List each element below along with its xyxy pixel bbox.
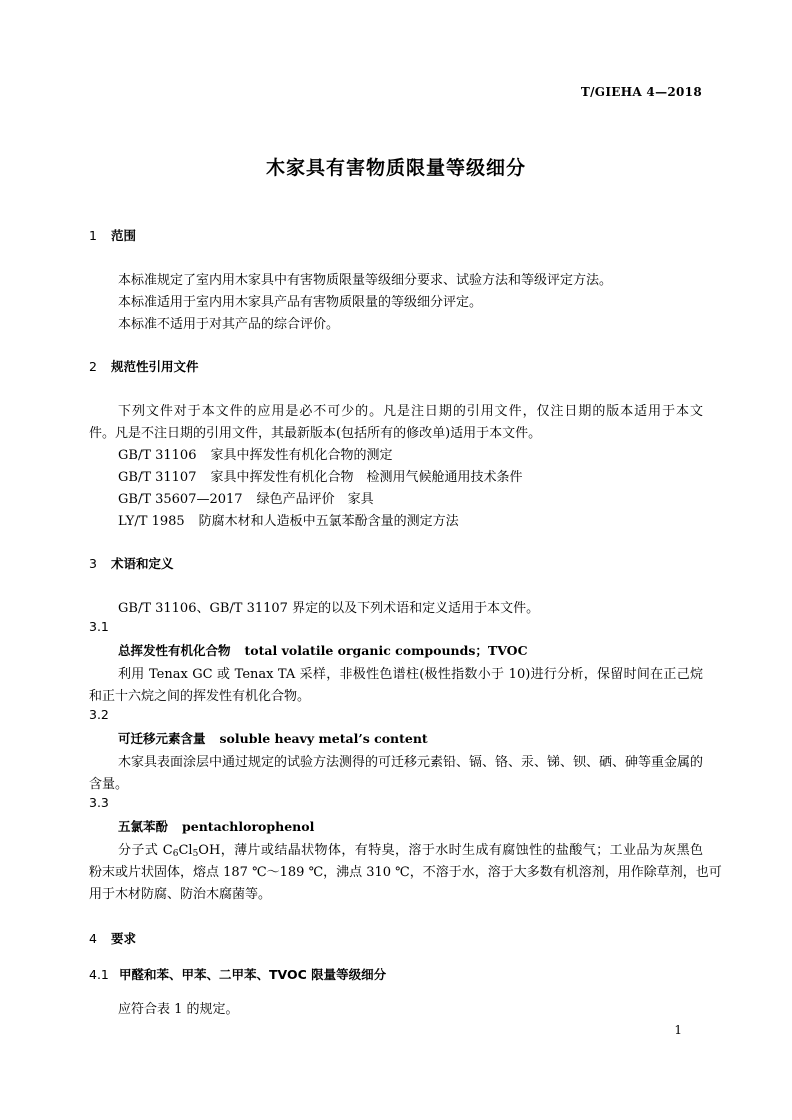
paragraph: 本标准适用于室内用木家具产品有害物质限量的等级细分评定。 — [118, 295, 483, 310]
term-number: 3.2 — [89, 707, 109, 722]
definition-line: 利用 Tenax GC 或 Tenax TA 采样，非极性色谱柱(极性指数小于 10)进行分析，保留时间在正己烷 — [118, 667, 703, 682]
section-title: 范围 — [111, 228, 137, 243]
subsection-number: 4.1 — [89, 967, 109, 982]
definition-line: 木家具表面涂层中通过规定的试验方法测得的可迁移元素铅、镉、铬、汞、锑、钡、硒、砷等重金属的 — [118, 755, 704, 770]
reference-code: GB/T 31106 — [118, 448, 197, 463]
term-heading — [118, 729, 428, 747]
term-en: total volatile organic compounds；TVOC — [244, 643, 528, 658]
term-number: 3.1 — [89, 619, 109, 634]
section-title: 要求 — [111, 931, 137, 946]
reference-code: GB/T 35607—2017 — [118, 492, 243, 507]
reference-item — [118, 466, 523, 485]
paragraph-line: 件。凡是不注日期的引用文件，其最新版本(包括所有的修改单)适用于本文件。 — [89, 426, 542, 441]
page-number: 1 — [674, 1023, 682, 1037]
term-en: pentachlorophenol — [182, 819, 315, 834]
section-1-heading — [89, 226, 136, 244]
section-title: 规范性引用文件 — [111, 359, 199, 374]
reference-name: 防腐木材和人造板中五氯苯酚含量的测定方法 — [198, 514, 459, 529]
section-title: 术语和定义 — [111, 556, 174, 571]
term-zh: 总挥发性有机化合物 — [118, 643, 231, 658]
page-title: 木家具有害物质限量等级细分 — [265, 157, 526, 179]
section-number: 4 — [89, 931, 97, 946]
paragraph-line: 下列文件对于本文件的应用是必不可少的。凡是注日期的引用文件，仅注日期的版本适用于本文 — [118, 404, 703, 419]
term-zh: 可迁移元素含量 — [118, 731, 206, 746]
term-en: soluble heavy metal’s content — [219, 731, 428, 746]
reference-name: 家具中挥发性有机化合物的测定 — [210, 448, 393, 463]
term-number: 3.3 — [89, 795, 109, 810]
subsection-title: 甲醛和苯、甲苯、二甲苯、TVOC 限量等级细分 — [119, 967, 387, 982]
section-number: 2 — [89, 359, 97, 374]
reference-item — [118, 444, 393, 463]
reference-item — [118, 510, 459, 529]
subsection-4-1-heading — [89, 965, 386, 983]
reference-name: 绿色产品评价 家具 — [256, 492, 374, 507]
paragraph: GB/T 31106、GB/T 31107 界定的以及下列术语和定义适用于本文件。 — [118, 601, 540, 616]
section-number: 3 — [89, 556, 97, 571]
reference-name: 家具中挥发性有机化合物 检测用气候舱通用技术条件 — [210, 470, 523, 485]
section-4-heading — [89, 929, 136, 947]
term-heading — [118, 641, 528, 659]
definition-line: 分子式 $C_6Cl_5OH$，薄片或结晶状物体，有特臭，溶于水时生成有腐蚀性的盐酸气；工业品为灰黑色 — [118, 843, 703, 859]
definition-line: 和正十六烷之间的挥发性有机化合物。 — [89, 689, 311, 704]
section-3-heading — [89, 554, 174, 572]
definition-line: 用于木材防腐、防治木腐菌等。 — [89, 887, 272, 902]
term-heading — [118, 817, 314, 835]
definition-line: 含量。 — [89, 777, 129, 792]
paragraph: 本标准规定了室内用木家具中有害物质限量等级细分要求、试验方法和等级评定方法。 — [118, 273, 613, 288]
term-zh: 五氯苯酚 — [118, 819, 169, 834]
reference-code: LY/T 1985 — [118, 514, 185, 529]
definition-line: 粉末或片状固体，熔点 187 ℃～189 ℃，沸点 310 ℃，不溶于水，溶于大多数有机溶剂，用作除草剂，也可 — [89, 865, 722, 880]
paragraph: 本标准不适用于对其产品的综合评价。 — [118, 317, 340, 332]
standard-code: T/GIEHA 4—2018 — [580, 85, 702, 99]
reference-item — [118, 488, 374, 507]
reference-code: GB/T 31107 — [118, 470, 197, 485]
section-2-heading — [89, 357, 199, 375]
paragraph: 应符合表 1 的规定。 — [118, 1002, 239, 1017]
section-number: 1 — [89, 228, 97, 243]
